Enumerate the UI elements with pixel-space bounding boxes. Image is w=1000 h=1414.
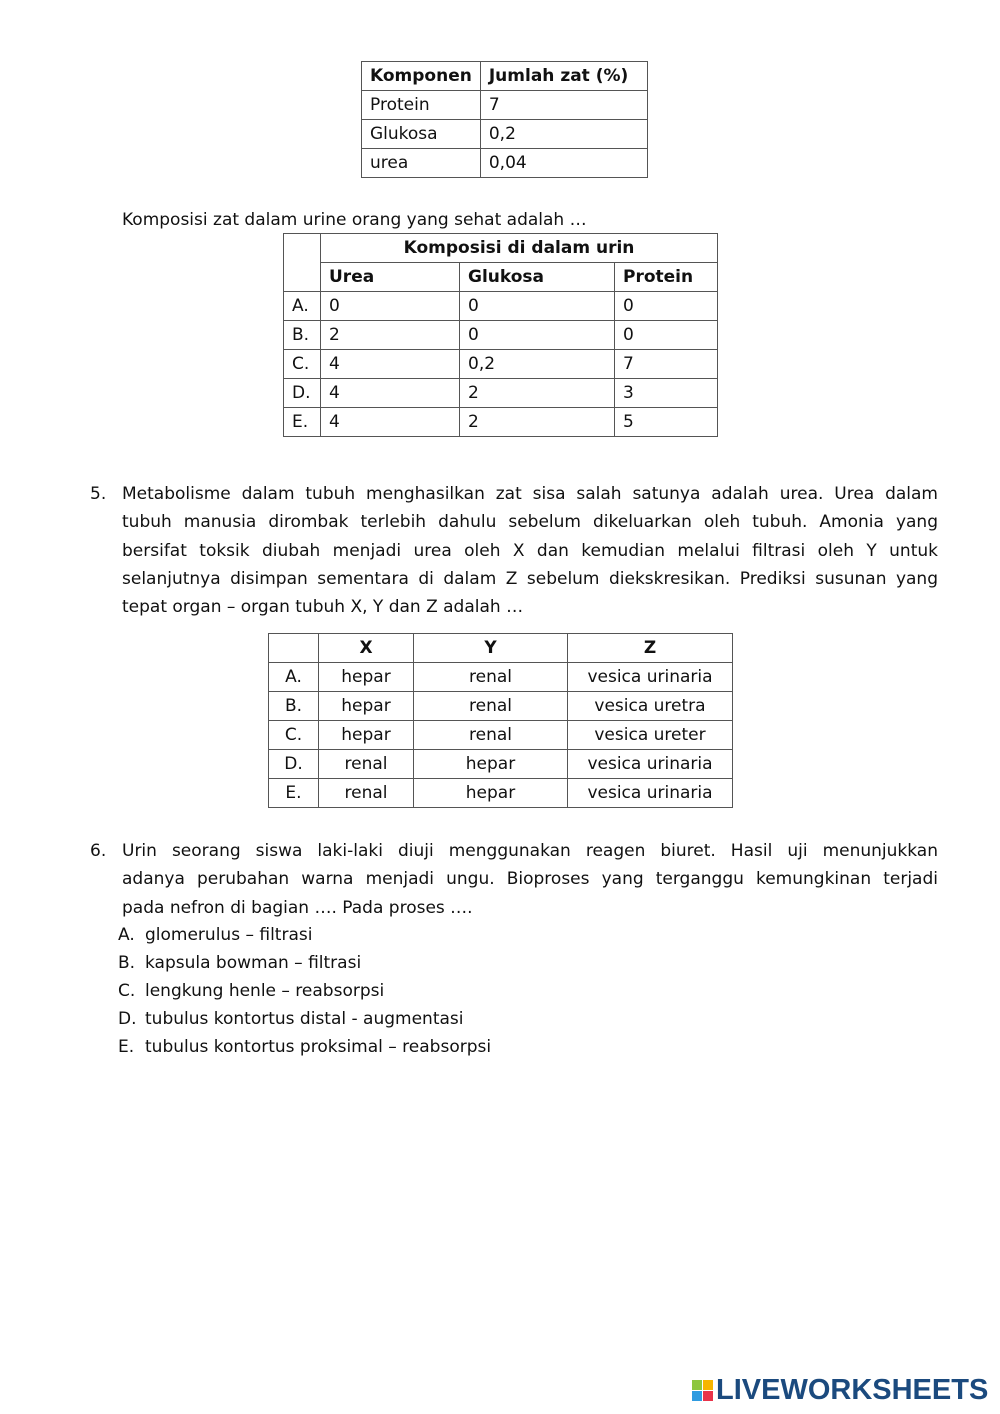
table-row — [269, 750, 733, 779]
answer-option — [118, 981, 385, 1001]
table-row — [284, 350, 718, 379]
paragraph-line: Metabolisme dalam tubuh menghasilkan zat sisa salah satunya adalah urea. Urea dalam — [122, 484, 938, 504]
option-text: tubulus kontortus proksimal – reabsorpsi — [145, 1037, 492, 1057]
option-text: tubulus kontortus distal - augmentasi — [145, 1009, 464, 1029]
cell: hepar — [319, 663, 414, 692]
cell: urea — [362, 149, 481, 178]
cell: hepar — [319, 692, 414, 721]
cell: 2 — [460, 408, 615, 437]
cell: renal — [414, 692, 568, 721]
q4-table — [283, 233, 718, 437]
cell: vesica urinaria — [568, 663, 733, 692]
cell: B. — [269, 692, 319, 721]
blank-cell — [284, 234, 321, 292]
cell: vesica uretra — [568, 692, 733, 721]
table-row — [284, 379, 718, 408]
cell: Protein — [362, 91, 481, 120]
cell: 0,2 — [480, 120, 647, 149]
cell: E. — [284, 408, 321, 437]
cell: 4 — [321, 379, 460, 408]
liveworksheets-logo — [692, 1374, 988, 1407]
cell: E. — [269, 779, 319, 808]
option-letter: E. — [118, 1037, 135, 1057]
q5-table — [268, 633, 733, 808]
cell: 0 — [615, 292, 718, 321]
option-text: glomerulus – filtrasi — [145, 925, 313, 945]
cell: renal — [414, 721, 568, 750]
cell: 2 — [460, 379, 615, 408]
paragraph-line: bersifat toksik diubah menjadi urea oleh X dan kemudian melalui filtrasi oleh Y untuk — [122, 540, 938, 561]
cell: hepar — [319, 721, 414, 750]
composition-table — [361, 61, 648, 178]
cell: A. — [284, 292, 321, 321]
answer-option — [118, 1037, 492, 1057]
cell: renal — [319, 779, 414, 808]
paragraph-line: pada nefron di bagian …. Pada proses …. — [122, 897, 473, 918]
option-letter: C. — [118, 981, 136, 1001]
header-cell: X — [319, 634, 414, 663]
logo-text: LIVEWORKSHEETS — [716, 1374, 989, 1406]
cell: B. — [284, 321, 321, 350]
cell: D. — [284, 379, 321, 408]
cell: vesica ureter — [568, 721, 733, 750]
cell: 2 — [321, 321, 460, 350]
q4-prompt: Komposisi zat dalam urine orang yang sehat adalah … — [122, 210, 587, 230]
cell: 0,2 — [460, 350, 615, 379]
cell: 0 — [460, 321, 615, 350]
cell: C. — [269, 721, 319, 750]
cell: renal — [414, 663, 568, 692]
header-cell: Protein — [615, 263, 718, 292]
paragraph-line: tubuh manusia dirombak terlebih dahulu sebelum dikeluarkan oleh tubuh. Amonia yang — [122, 512, 938, 533]
table-row — [284, 321, 718, 350]
option-text: kapsula bowman – filtrasi — [145, 953, 362, 973]
cell: vesica urinaria — [568, 779, 733, 808]
cell: 7 — [480, 91, 647, 120]
cell: vesica urinaria — [568, 750, 733, 779]
cell: Glukosa — [362, 120, 481, 149]
table-row — [269, 663, 733, 692]
paragraph-line: Urin seorang siswa laki-laki diuji menggunakan reagen biuret. Hasil uji menunjukkan — [122, 841, 938, 861]
option-letter: B. — [118, 953, 136, 973]
q5-number: 5. — [90, 484, 107, 504]
answer-option — [118, 1009, 464, 1029]
option-letter: A. — [118, 925, 135, 945]
header-cell: Urea — [321, 263, 460, 292]
header-cell: Jumlah zat (%) — [480, 62, 647, 91]
header-cell: Y — [414, 634, 568, 663]
paragraph-line: tepat organ – organ tubuh X, Y dan Z adalah … — [122, 597, 524, 618]
cell: hepar — [414, 779, 568, 808]
cell: 0,04 — [480, 149, 647, 178]
answer-option — [118, 925, 313, 945]
table-row — [284, 292, 718, 321]
cell: 0 — [615, 321, 718, 350]
cell: C. — [284, 350, 321, 379]
cell: 5 — [615, 408, 718, 437]
cell: 0 — [460, 292, 615, 321]
answer-option — [118, 953, 362, 973]
cell: hepar — [414, 750, 568, 779]
table-row — [284, 408, 718, 437]
group-header: Komposisi di dalam urin — [321, 234, 718, 263]
option-letter: D. — [118, 1009, 137, 1029]
header-cell — [269, 634, 319, 663]
cell: 7 — [615, 350, 718, 379]
cell: 3 — [615, 379, 718, 408]
header-cell: Komponen — [362, 62, 481, 91]
logo-blocks-icon — [692, 1380, 713, 1401]
cell: 4 — [321, 350, 460, 379]
cell: 4 — [321, 408, 460, 437]
header-cell: Z — [568, 634, 733, 663]
header-cell: Glukosa — [460, 263, 615, 292]
table-row — [269, 692, 733, 721]
cell: D. — [269, 750, 319, 779]
cell: renal — [319, 750, 414, 779]
option-text: lengkung henle – reabsorpsi — [145, 981, 385, 1001]
table-row — [269, 779, 733, 808]
q6-number: 6. — [90, 841, 107, 861]
paragraph-line: selanjutnya disimpan sementara di dalam Z sebelum diekskresikan. Prediksi susunan yang — [122, 568, 938, 589]
table-row — [269, 721, 733, 750]
cell: A. — [269, 663, 319, 692]
cell: 0 — [321, 292, 460, 321]
paragraph-line: adanya perubahan warna menjadi ungu. Bioproses yang terganggu kemungkinan terjadi — [122, 869, 938, 890]
